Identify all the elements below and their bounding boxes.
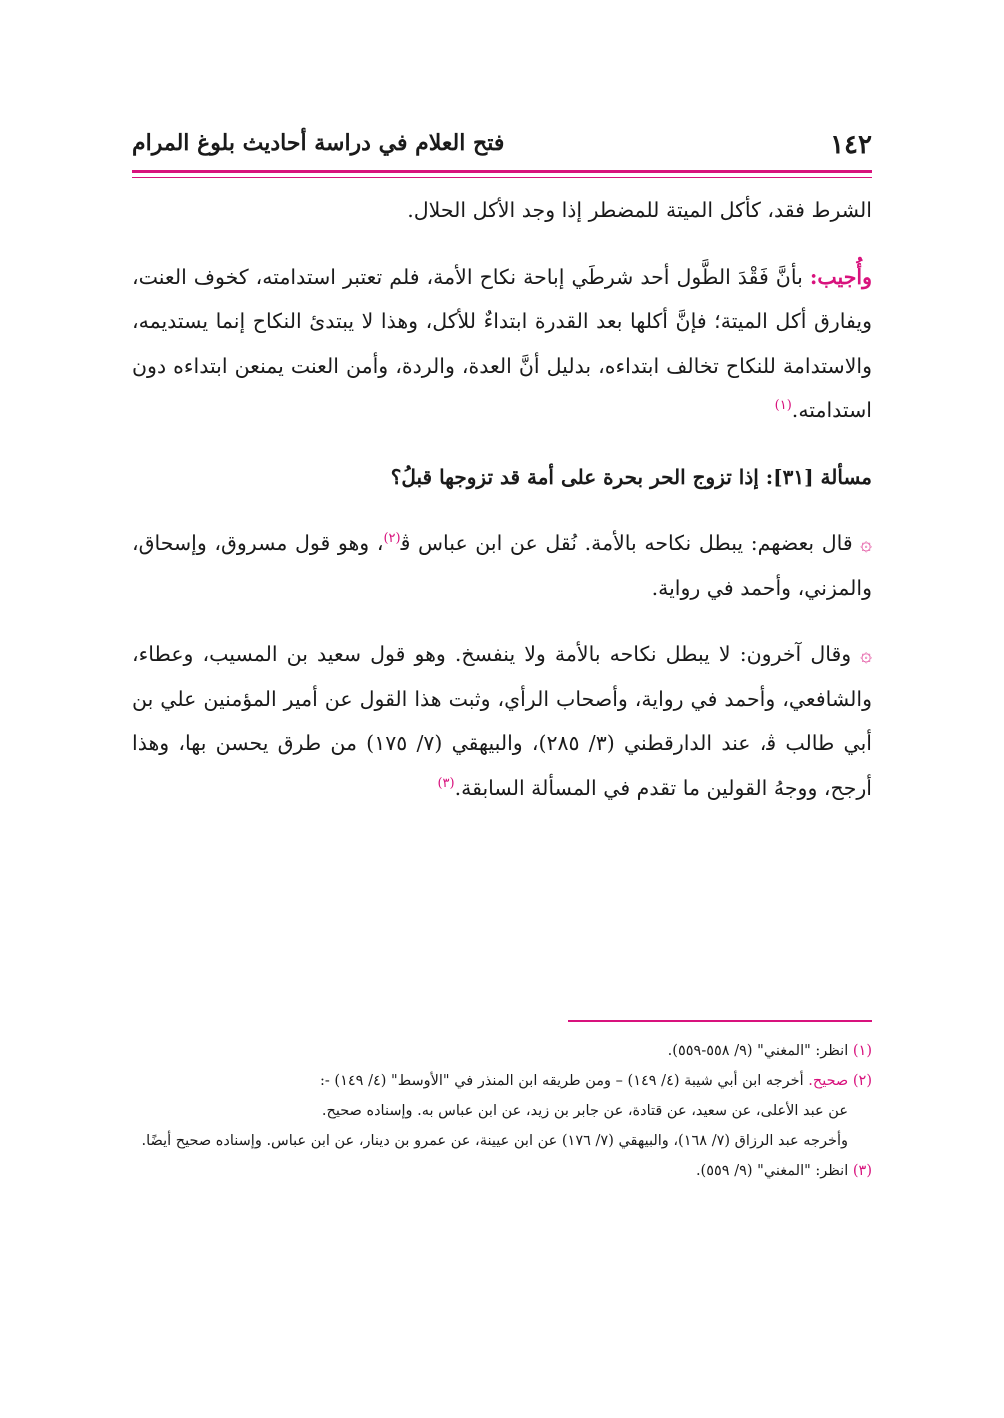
footnote-1	[132, 1036, 872, 1066]
footnotes	[132, 1036, 872, 1186]
footnote-3-text: انظر: "المغني" (٩/ ٥٥٩).	[695, 1163, 849, 1179]
opinion-2-text: وقال آخرون: لا يبطل نكاحه بالأمة ولا ينفسخ. وهو قول سعيد بن المسيب، وعطاء، والشافعي، وأحمد في رواية، وأصحاب الرأي، وثبت هذا القول عن أمير المؤمنين علي بن أبي طالب ﭬ، عند الدارقطني (٣/ ٢٨٥)، والبيهقي (٧/ ١٧٥) من طرق يحسن بها، وهذا أرجح، ووجهُ القولين ما تقدم في المسألة السابقة.	[132, 642, 872, 800]
question-heading	[132, 455, 872, 500]
star-ornament-icon: ۞	[860, 642, 872, 666]
question-text: إذا تزوج الحر بحرة على أمة قد تزوجها قبلُ؟	[390, 464, 759, 489]
header-rule-thick	[132, 170, 872, 173]
answer-text: بأنَّ فَقْدَ الطَّول أحد شرطَي إباحة نكاح الأمة، فلم تعتبر استدامته، كخوف العنت، ويفارق أكل الميتة؛ فإنَّ أكلها بعد القدرة ابتداءٌ للأكل، وهذا لا يبتدئ النكاح إنما يستديمه، والاستدامة للنكاح تخالف ابتداءه، بدليل أنَّ العدة، والردة، وأمن العنت يمنعن ابتداءه دون استدامته.	[132, 264, 872, 422]
footnote-2-text: أخرجه ابن أبي شيبة (٤/ ١٤٩) – ومن طريقه ابن المنذر في "الأوسط" (٤/ ١٤٩) -:	[320, 1073, 804, 1089]
opinion-1-text-b: ، وهو قول مسروق، وإسحاق، والمزني، وأحمد في رواية.	[132, 531, 872, 600]
footnote-ref-1[interactable]: (١)	[774, 398, 792, 414]
paragraph-condition: الشرط فقد، كأكل الميتة للمضطر إذا وجد الأكل الحلال.	[407, 198, 872, 222]
footnote-2-number: (٢)	[852, 1073, 872, 1089]
star-ornament-icon: ۞	[860, 531, 872, 555]
page-header	[132, 130, 872, 166]
footnote-3-number: (٣)	[852, 1163, 872, 1179]
opinion-1-text-a: قال بعضهم: يبطل نكاحه بالأمة. نُقل عن ابن عباس ﭬ	[400, 531, 853, 555]
footnote-ref-3[interactable]: (٣)	[437, 775, 455, 791]
paragraph-opinion-1	[132, 521, 872, 610]
footnote-1-number: (١)	[852, 1043, 872, 1059]
paragraph-opinion-2	[132, 632, 872, 810]
footnote-2-grade: صحيح.	[808, 1073, 849, 1089]
footnote-2	[132, 1066, 872, 1096]
footnote-2-line-3: وأخرجه عبد الرزاق (٧/ ١٦٨)، والبيهقي (٧/ ١٧٦) عن ابن عيينة، عن عمرو بن دينار، عن ابن عباس. وإسناده صحيح أيضًا.	[141, 1133, 848, 1149]
header-rule-thin	[132, 177, 872, 178]
page-number: ١٤٢	[830, 130, 872, 160]
paragraph-answer	[132, 255, 872, 433]
answer-label: وأُجيب:	[809, 264, 872, 289]
footnote-separator	[568, 1020, 872, 1022]
main-text	[132, 188, 872, 810]
book-title: فتح العلام في دراسة أحاديث بلوغ المرام	[132, 130, 505, 156]
question-label: مسألة [٣١]:	[765, 464, 872, 489]
footnote-1-text: انظر: "المغني" (٩/ ٥٥٨-٥٥٩).	[667, 1043, 849, 1059]
footnote-ref-2[interactable]: (٢)	[383, 531, 401, 547]
footnote-2-line-2: عن عبد الأعلى، عن سعيد، عن قتادة، عن جابر بن زيد، عن ابن عباس به. وإسناده صحيح.	[321, 1103, 848, 1119]
footnote-3	[132, 1156, 872, 1186]
